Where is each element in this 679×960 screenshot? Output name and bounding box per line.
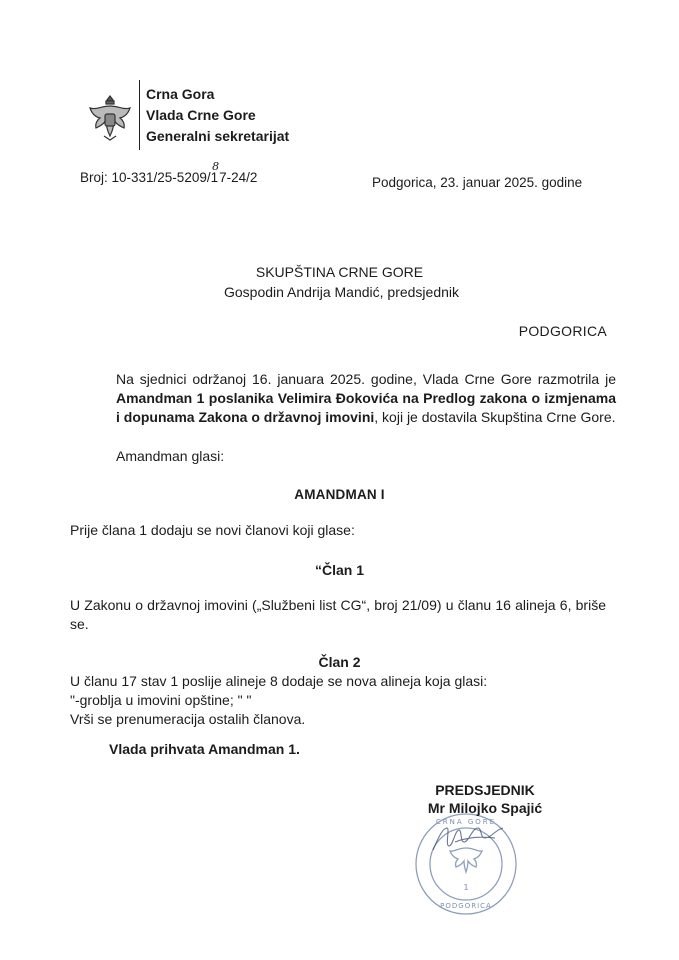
body-amendment-intro: Amandman glasi: — [116, 448, 225, 464]
issuer-block — [146, 84, 289, 147]
body-p1-start: Na sjednici održanoj 16. januara 2025. godine, Vlada Crne Gore razmotrila je — [116, 371, 616, 387]
seal-top-text: CRNA GORE — [435, 818, 497, 826]
article-1-text: U Zakonu o državnoj imovini („Službeni list CG“, broj 21/09) u članu 16 alineja 6, briše se. — [70, 597, 606, 632]
signature-block — [400, 781, 570, 817]
article-2-text — [70, 672, 606, 729]
seal-number: 1 — [463, 883, 469, 892]
government-decision: Vlada prihvata Amandman 1. — [109, 741, 300, 757]
article-2-title: Član 2 — [318, 654, 361, 670]
recipient-institution: SKUPŠTINA CRNE GORE — [255, 264, 424, 280]
recipient-person: Gospodin Andrija Mandić, predsjednik — [223, 284, 460, 300]
recipient-block — [0, 262, 679, 302]
coat-of-arms-icon — [84, 92, 136, 144]
handwritten-correction: 8 — [212, 160, 220, 173]
article-2-line-1: U članu 17 stav 1 poslije alineje 8 dodaje se nova alineja koja glasi: — [70, 673, 488, 689]
amendment-title: AMANDMAN I — [294, 487, 385, 502]
reference-number — [80, 160, 258, 185]
signatory-name: Mr Milojko Spajić — [427, 800, 543, 816]
article-2-line-3: Vrši se prenumeracija ostalih članova. — [70, 711, 306, 727]
body-p1-end: , koji je dostavila Skupština Crne Gore. — [374, 409, 616, 425]
handwritten-signature — [425, 812, 525, 862]
recipient-city: PODGORICA — [518, 323, 607, 339]
reference-number-b: 7-24/2 — [219, 170, 258, 185]
seal-city: PODGORICA — [440, 902, 492, 910]
document-date: Podgorica, 23. januar 2025. godine — [372, 175, 583, 190]
amendment-intro: Prije člana 1 dodaju se novi članovi koji glase: — [70, 522, 355, 538]
reference-number-a: Broj: 10-331/25-5209/1 — [80, 170, 219, 185]
article-1-title: “Član 1 — [314, 562, 364, 578]
body-paragraph — [116, 370, 616, 427]
article-2-line-2: "-groblja u imovini opštine; " " — [70, 692, 252, 708]
body-p1-bold: Amandman 1 poslanika Velimira Đokovića na Predlog zakona o izmjenama i dopunama Zakona o državnoj imovini — [116, 390, 616, 425]
issuer-country: Crna Gora — [146, 86, 215, 102]
signatory-role: PREDSJEDNIK — [435, 782, 535, 798]
issuer-government: Vlada Crne Gore — [146, 107, 256, 123]
header-divider — [139, 80, 140, 150]
issuer-secretariat: Generalni sekretarijat — [146, 128, 290, 144]
